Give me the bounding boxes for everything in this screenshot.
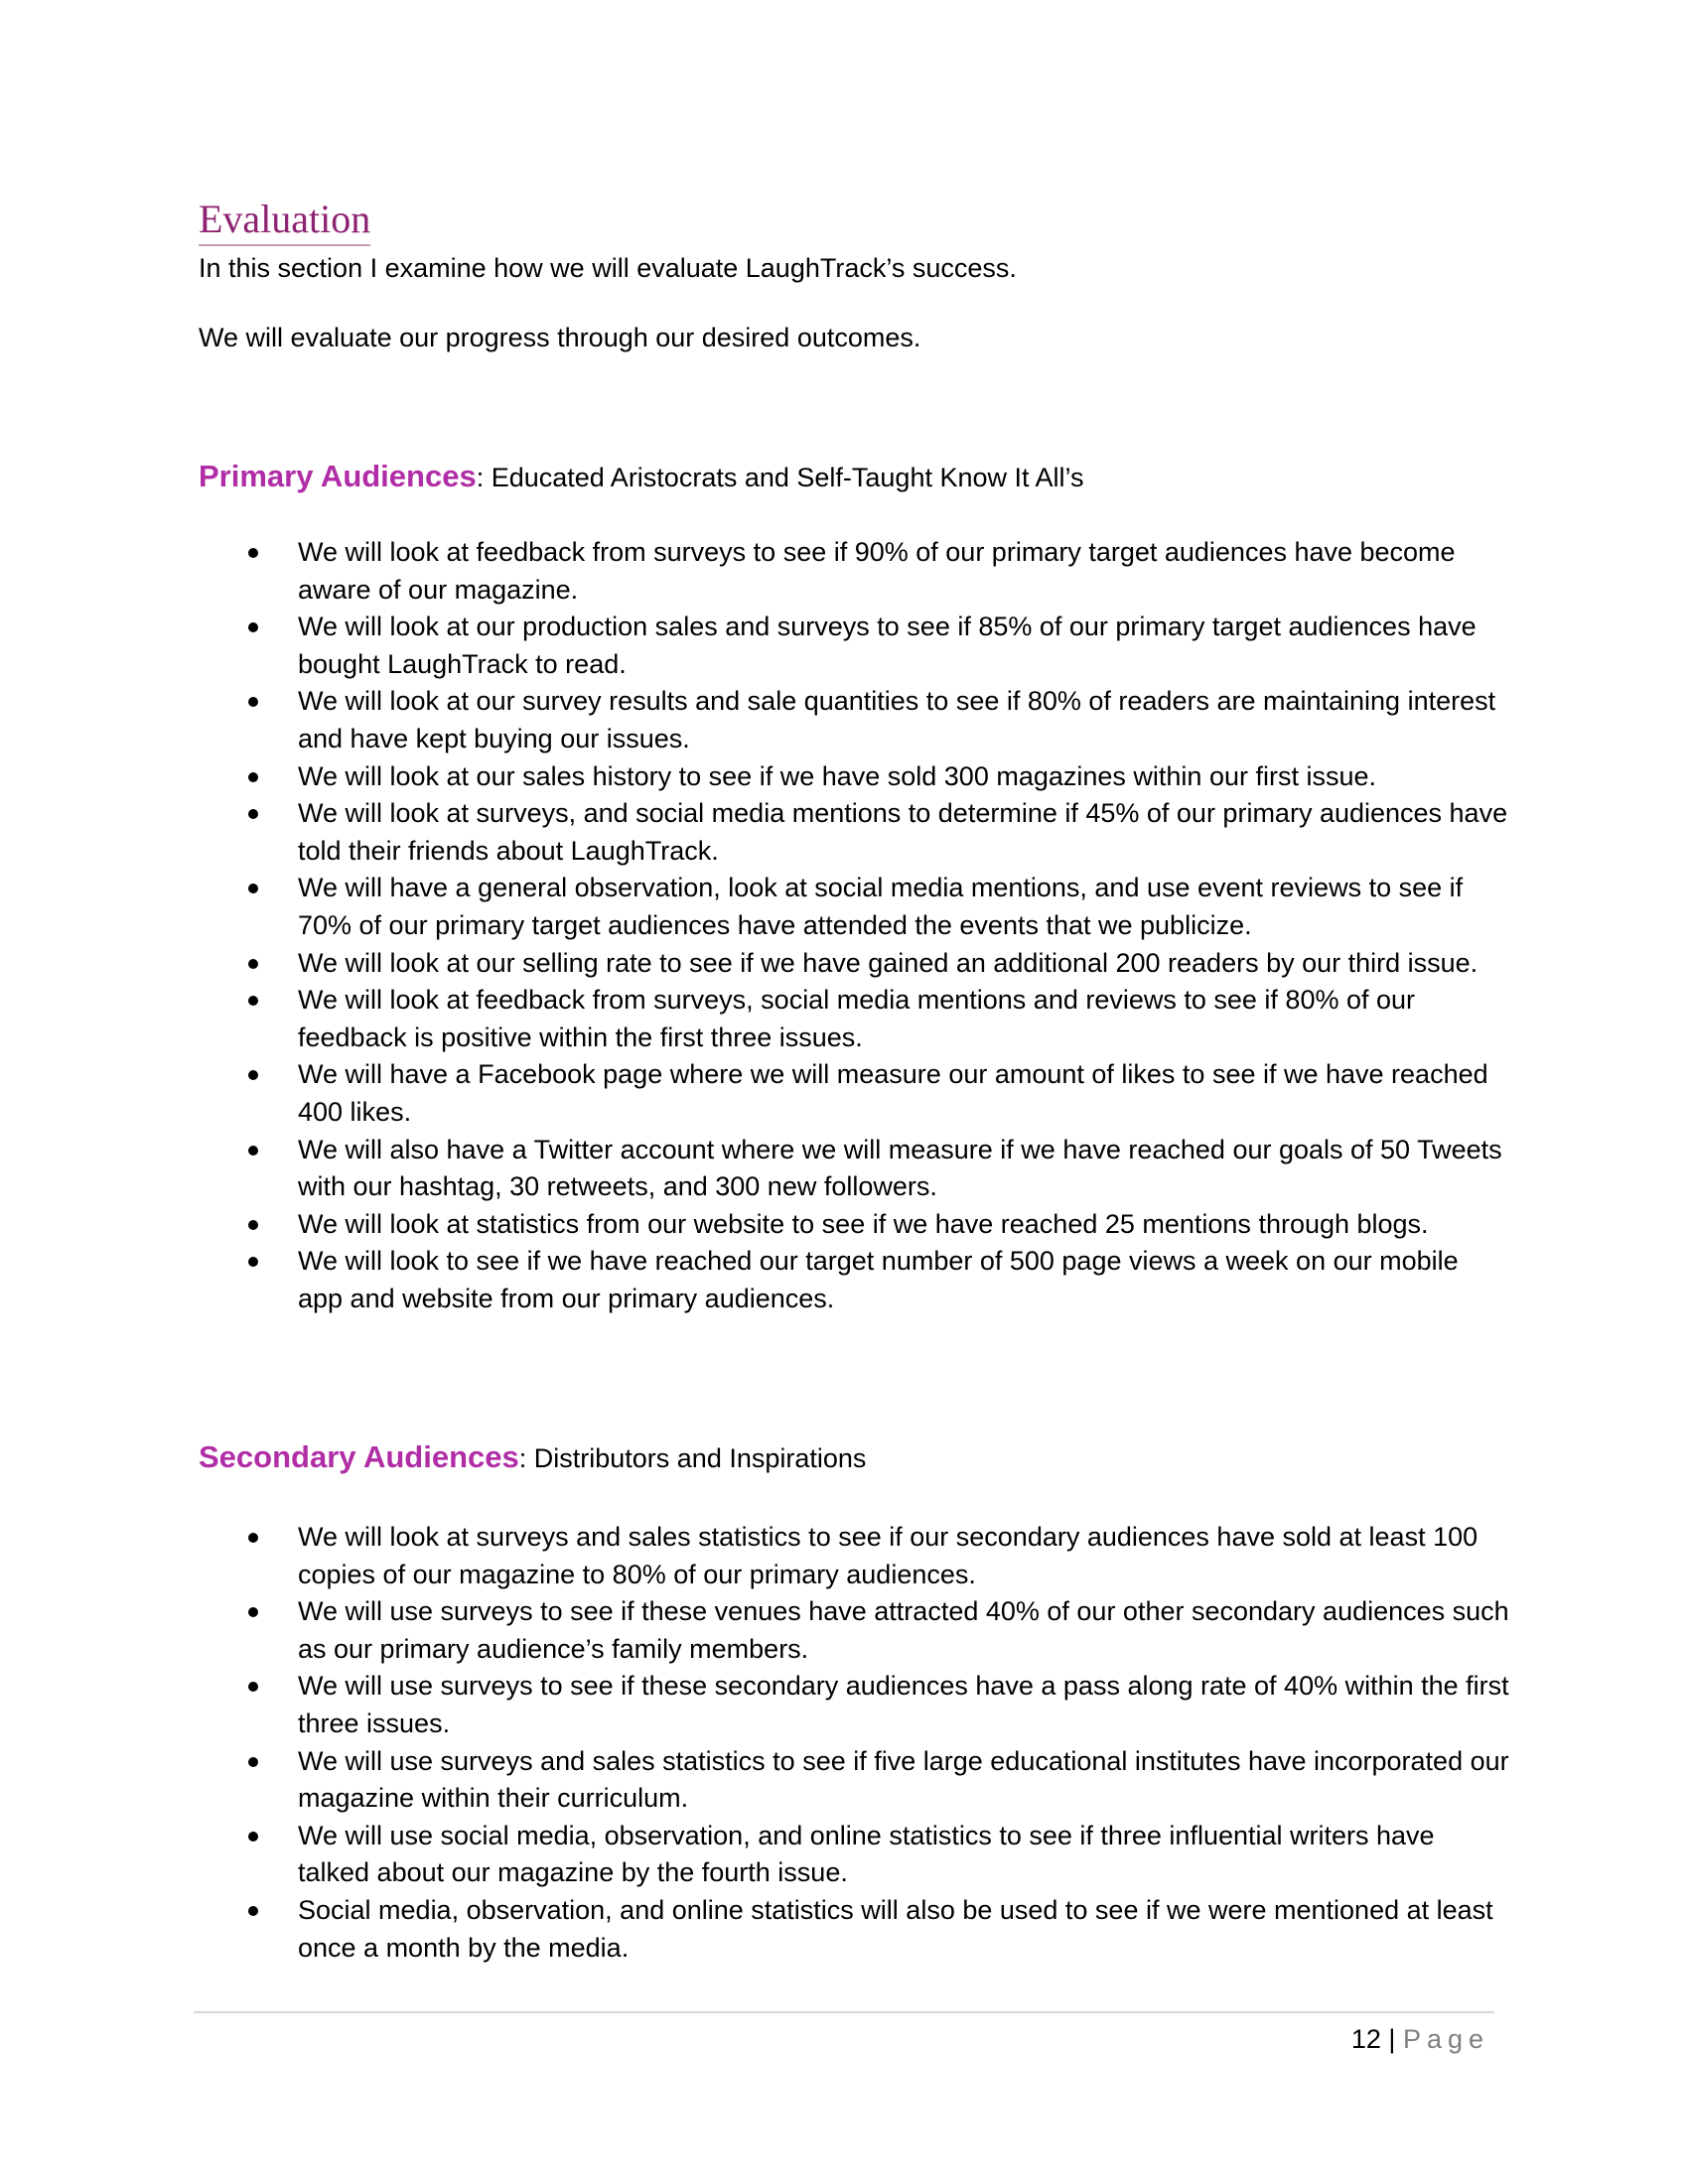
bullet-icon <box>248 1682 258 1692</box>
list-item: We will look at our survey results and sale quantities to see if 80% of readers are maintaining interest and have kept buying our issues. <box>248 683 1509 757</box>
bullet-icon <box>248 1607 258 1617</box>
secondary-audiences-heading <box>199 1437 866 1478</box>
list-item: We will use surveys and sales statistics to see if five large educational institutes have incorporated our magazine within their curriculum. <box>248 1743 1509 1818</box>
bullet-icon <box>248 1220 258 1230</box>
list-item: We will look at feedback from surveys, social media mentions and reviews to see if 80% of our feedback is positive within the first three issues. <box>248 982 1509 1056</box>
list-item: We will look at surveys and sales statistics to see if our secondary audiences have sold at least 100 copies of our magazine to 80% of our primary audiences. <box>248 1519 1509 1593</box>
bullet-icon <box>248 697 258 707</box>
bullet-icon <box>248 959 258 969</box>
page-title: Evaluation <box>199 195 370 246</box>
primary-audiences-list <box>248 534 1509 1317</box>
list-item: We will look at our sales history to see if we have sold 300 magazines within our first issue. <box>248 758 1509 796</box>
list-item: We will look at our selling rate to see if we have gained an additional 200 readers by our third issue. <box>248 945 1509 983</box>
bullet-icon <box>248 996 258 1006</box>
list-item: We will look at statistics from our website to see if we have reached 25 mentions through blogs. <box>248 1206 1509 1244</box>
intro-paragraph-1: In this section I examine how we will evaluate LaughTrack’s success. <box>199 253 1017 283</box>
footer-divider <box>194 2011 1494 2013</box>
secondary-audiences-label: Secondary Audiences <box>199 1439 519 1474</box>
list-item: We will have a general observation, look at social media mentions, and use event reviews to see if 70% of our primary target audiences have attended the events that we publicize. <box>248 870 1509 944</box>
list-item: We will use social media, observation, and online statistics to see if three influential writers have talked about our magazine by the fourth issue. <box>248 1818 1509 1892</box>
list-item: We will look at our production sales and surveys to see if 85% of our primary target audiences have bought LaughTrack to read. <box>248 609 1509 683</box>
page-word: Page <box>1402 2024 1489 2054</box>
secondary-audiences-list <box>248 1519 1509 1967</box>
page-separator: | <box>1388 2024 1396 2054</box>
primary-audiences-label: Primary Audiences <box>199 459 477 493</box>
list-item: We will have a Facebook page where we will measure our amount of likes to see if we have reached 400 likes. <box>248 1056 1509 1131</box>
list-item: We will look at feedback from surveys to see if 90% of our primary target audiences have become aware of our magazine. <box>248 534 1509 609</box>
bullet-icon <box>248 772 258 782</box>
bullet-icon <box>248 884 258 893</box>
intro-paragraph-2: We will evaluate our progress through our desired outcomes. <box>199 323 921 352</box>
primary-audiences-subtitle: : Educated Aristocrats and Self-Taught Know It All’s <box>476 463 1084 492</box>
page-footer <box>1351 2021 1489 2057</box>
bullet-icon <box>248 1070 258 1080</box>
bullet-icon <box>248 1906 258 1916</box>
list-item: We will use surveys to see if these secondary audiences have a pass along rate of 40% within the first three issues. <box>248 1668 1509 1742</box>
bullet-icon <box>248 622 258 632</box>
bullet-icon <box>248 1757 258 1767</box>
bullet-icon <box>248 1146 258 1156</box>
list-item: Social media, observation, and online statistics will also be used to see if we were mentioned at least once a month by the media. <box>248 1892 1509 1967</box>
bullet-icon <box>248 1257 258 1267</box>
list-item: We will also have a Twitter account where we will measure if we have reached our goals of 50 Tweets with our hashtag, 30 retweets, and 300 new followers. <box>248 1132 1509 1206</box>
page-number: 12 <box>1350 2024 1381 2054</box>
primary-audiences-heading <box>199 457 1084 497</box>
bullet-icon <box>248 1533 258 1543</box>
bullet-icon <box>248 548 258 558</box>
bullet-icon <box>248 809 258 819</box>
list-item: We will look to see if we have reached our target number of 500 page views a week on our mobile app and website from our primary audiences. <box>248 1243 1509 1317</box>
list-item: We will use surveys to see if these venues have attracted 40% of our other secondary audiences such as our primary audience’s family members. <box>248 1593 1509 1668</box>
bullet-icon <box>248 1832 258 1842</box>
list-item: We will look at surveys, and social media mentions to determine if 45% of our primary audiences have told their friends about LaughTrack. <box>248 795 1509 870</box>
secondary-audiences-subtitle: : Distributors and Inspirations <box>518 1443 867 1473</box>
